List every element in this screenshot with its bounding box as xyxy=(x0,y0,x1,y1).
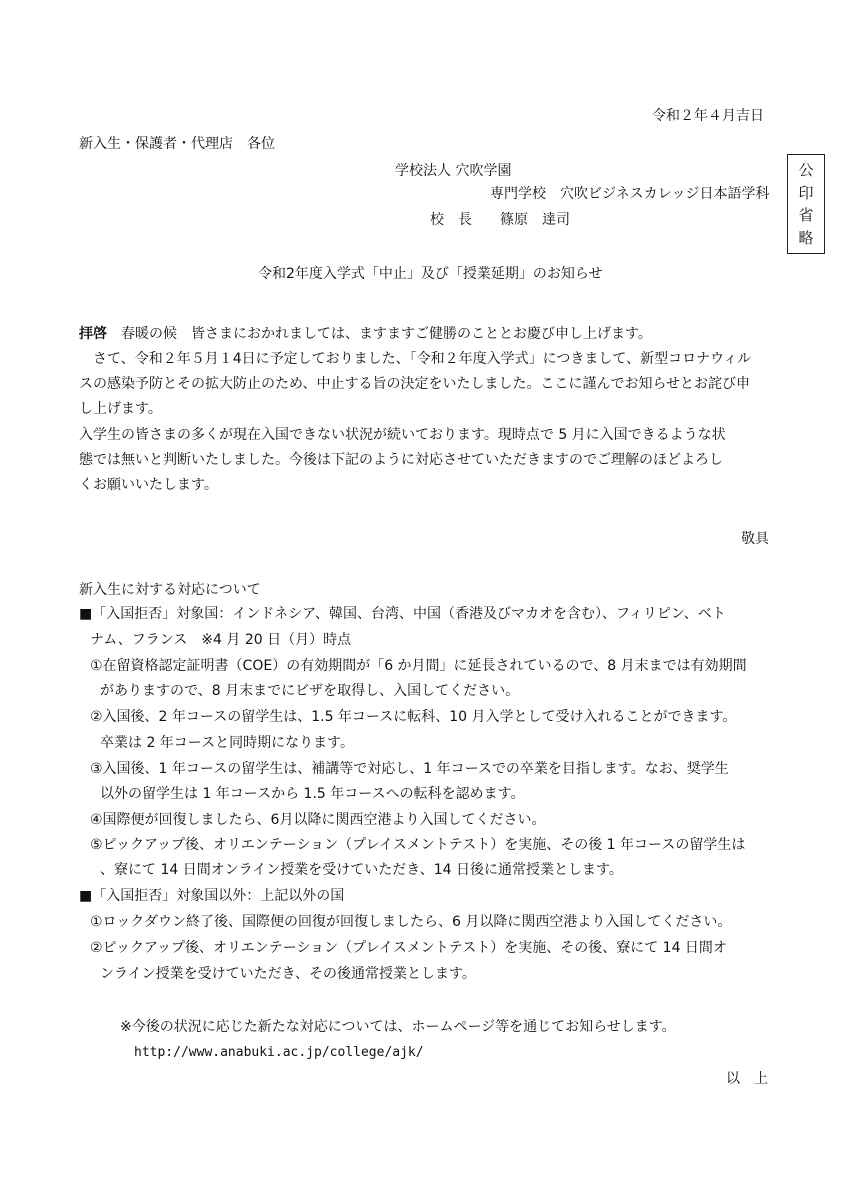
list-item-cont: 、寮にて 14 日間オンライン授業を受けていただき、14 日後に通常授業とします。 xyxy=(100,862,623,878)
closing: 敬具 xyxy=(741,531,769,547)
list-item-cont: がありますので、8 月末までにビザを取得し、入国してください。 xyxy=(100,683,520,699)
note: ※今後の状況に応じた新たな対応については、ホームページ等を通じてお知らせします。 xyxy=(120,1019,676,1035)
sender-school: 専門学校 穴吹ビジネスカレッジ日本語学科 xyxy=(490,186,770,202)
seal-char: 印 xyxy=(798,183,814,202)
paragraph-line: 態では無いと判断いたしました。今後は下記のように対応させていただきますのでご理解のほどよろし xyxy=(79,452,723,468)
greeting-text: 春暖の候 皆さまにおかれましては、ますますご健勝のこととお慶び申し上げます。 xyxy=(107,326,652,342)
list-item: ④国際便が回復しましたら、6月以降に関西空港より入国してください。 xyxy=(90,812,546,828)
paragraph-line: スの感染予防とその拡大防止のため、中止する旨の決定をいたしました。ここに謹んでお知らせとお詫び申 xyxy=(79,376,751,392)
list-item-cont: 以外の留学生は 1 年コースから 1.5 年コースへの転科を認めます。 xyxy=(100,786,525,802)
list-item: ⑤ピックアップ後、オリエンテーション（プレイスメントテスト）を実施、その後 1 年コースの留学生は xyxy=(90,837,746,853)
recipients: 新入生・保護者・代理店 各位 xyxy=(79,136,275,152)
list-item-cont: 卒業は 2 年コースと同時期になります。 xyxy=(100,735,354,751)
homepage-link[interactable]: http://www.anabuki.ac.jp/college/ajk/ xyxy=(134,1045,424,1060)
seal-char: 省 xyxy=(798,206,814,225)
greeting-line xyxy=(79,325,652,343)
list-item: ①在留資格認定証明書（COE）の有効期間が「6 か月間」に延長されているので、8 月末までは有効期間 xyxy=(90,658,747,674)
seal-omitted-box xyxy=(787,154,825,254)
list-item: ②ピックアップ後、オリエンテーション（プレイスメントテスト）を実施、その後、寮にて 14 日間オ xyxy=(90,940,727,956)
list-heading: ■「入国拒否」対象国：インドネシア、韓国、台湾、中国（香港及びマカオを含む）、フィリピン、ベト xyxy=(79,606,726,622)
list-item: ③入国後、1 年コースの留学生は、補講等で対応し、1 年コースでの卒業を目指します。なお、奨学生 xyxy=(90,761,729,777)
paragraph-line: くお願いいたします。 xyxy=(79,477,218,493)
list-item-cont: ンライン授業を受けていただき、その後通常授業とします。 xyxy=(100,966,476,982)
document-date: 令和２年４月吉日 xyxy=(652,108,764,124)
paragraph-line: さて、令和２年５月１4日に予定しておりました、「令和２年度入学式」につきまして、新型コロナウィル xyxy=(79,351,752,367)
paragraph-line: し上げます。 xyxy=(79,401,162,417)
seal-char: 略 xyxy=(798,228,814,247)
list-heading-cont: ナム、フランス ※4 月 20 日（月）時点 xyxy=(90,632,352,648)
end-mark: 以 上 xyxy=(726,1071,768,1087)
section-title: 新入生に対する対応について xyxy=(79,582,261,598)
sender-principal: 校 長 篠原 達司 xyxy=(430,212,570,228)
list-item: ①ロックダウン終了後、国際便の回復が回復しましたら、6 月以降に関西空港より入国してください。 xyxy=(90,914,732,930)
greeting-lead: 拝啓 xyxy=(79,326,107,342)
paragraph-line: 入学生の皆さまの多くが現在入国できない状況が続いております。現時点で 5 月に入国できるような状 xyxy=(79,427,726,443)
document-title: 令和2年度入学式「中止」及び「授業延期」のお知らせ xyxy=(258,266,603,282)
list-heading: ■「入国拒否」対象国以外：上記以外の国 xyxy=(79,888,345,904)
list-item: ②入国後、2 年コースの留学生は、1.5 年コースに転科、10 月入学として受け入れることができます。 xyxy=(90,709,737,725)
seal-char: 公 xyxy=(798,161,814,180)
sender-org: 学校法人 穴吹学園 xyxy=(395,163,512,179)
